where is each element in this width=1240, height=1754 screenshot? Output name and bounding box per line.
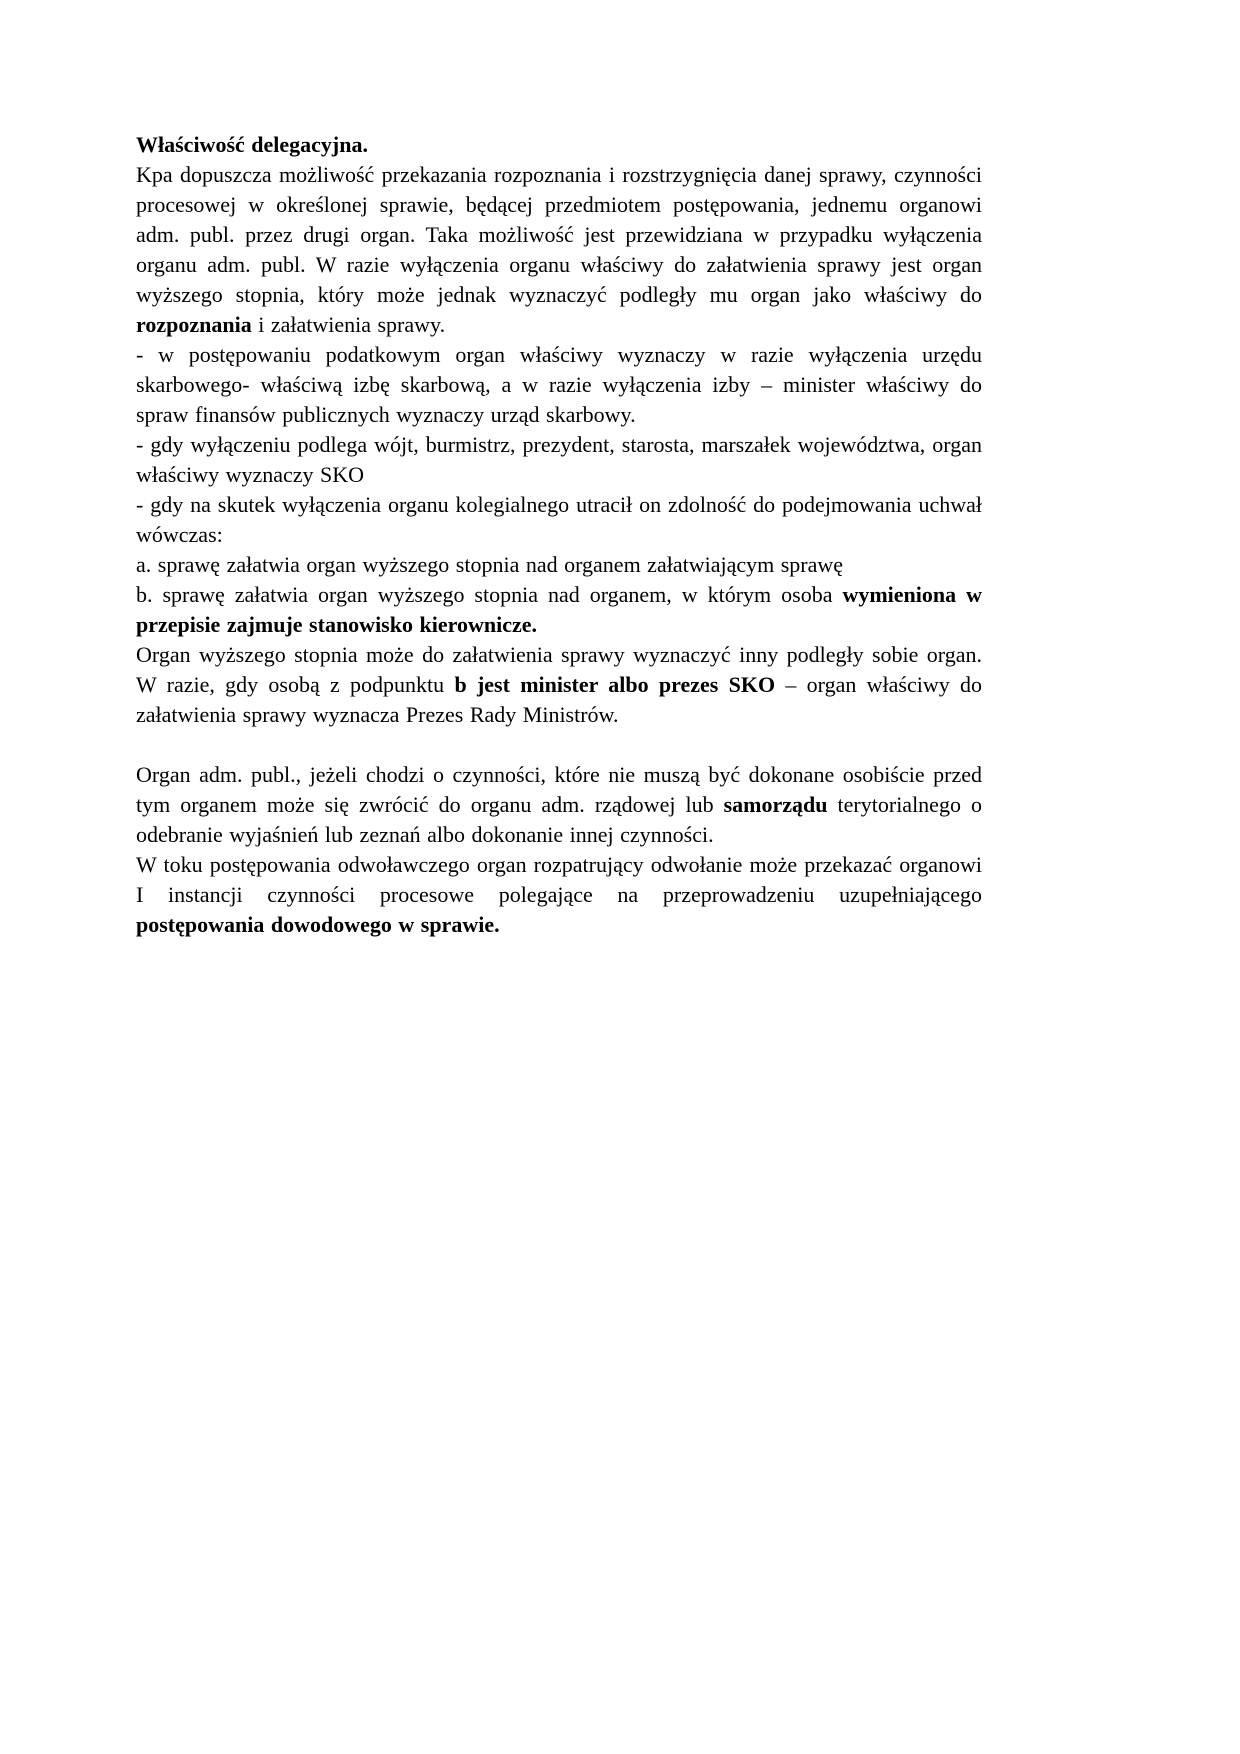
text-run-bold: samorządu xyxy=(723,792,828,817)
paragraph-item-b xyxy=(136,580,982,640)
text-run: Organ wyższego stopnia może do załatwienia sprawy wyznaczyć inny podległy sobie organ. W razie, gdy osobą z podpunktu xyxy=(136,642,982,697)
paragraph-tax-proceedings xyxy=(136,340,982,430)
title-text: Właściwość delegacyjna. xyxy=(136,132,368,157)
text-run: W toku postępowania odwoławczego organ rozpatrujący odwołanie może przekazać organowi I instancji czynności procesowe polegające na przeprowadzeniu uzupełniającego xyxy=(136,852,982,907)
text-run: – organ właściwy do załatwienia sprawy wyznacza Prezes Rady Ministrów. xyxy=(136,672,982,727)
text-run: Kpa dopuszcza możliwość przekazania rozpoznania i rozstrzygnięcia danej sprawy, czynności procesowej w określonej sprawie, będącej przedmiotem postępowania, jednemu organowi adm. publ. przez drugi organ. Taka możliwość jest przewidziana w przypadku wyłączenia organu adm. publ. W razie wyłączenia organu właściwy do załatwienia sprawy jest organ wyższego stopnia, który może jednak wyznaczyć podległy mu organ jako właściwy do xyxy=(136,162,982,307)
paragraph-higher-organ xyxy=(136,640,982,730)
paragraph-appeal-proceedings xyxy=(136,850,982,940)
text-run: - gdy na skutek wyłączenia organu kolegialnego utracił on zdolność do podejmowania uchwał wówczas: xyxy=(136,492,982,547)
paragraph-organ-actions xyxy=(136,760,982,850)
text-run: b. sprawę załatwia organ wyższego stopnia nad organem, w którym osoba xyxy=(136,582,843,607)
paragraph-item-a xyxy=(136,550,982,580)
text-run: - gdy wyłączeniu podlega wójt, burmistrz, prezydent, starosta, marszałek województwa, organ właściwy wyznaczy SKO xyxy=(136,432,982,487)
text-run-bold: postępowania dowodowego w sprawie. xyxy=(136,912,500,937)
text-run: i załatwienia sprawy. xyxy=(251,312,446,337)
paragraph-mayor-exclusion xyxy=(136,430,982,490)
document-title xyxy=(136,130,982,160)
text-run: a. sprawę załatwia organ wyższego stopnia nad organem załatwiającym sprawę xyxy=(136,552,844,577)
text-run: - w postępowaniu podatkowym organ właściwy wyznaczy w razie wyłączenia urzędu skarbowego- właściwą izbę skarbową, a w razie wyłączenia izby – minister właściwy do spraw finansów publicznych wyznaczy urząd skarbowy. xyxy=(136,342,982,427)
text-run-bold: rozpoznania xyxy=(136,312,252,337)
text-run: Organ adm. publ., jeżeli chodzi o czynności, które nie muszą być dokonane osobiście przed tym organem może się zwrócić do organu adm. rządowej lub xyxy=(136,762,982,817)
paragraph-collegial-organ xyxy=(136,490,982,550)
text-run-bold: wymieniona w przepisie zajmuje stanowisko kierownicze. xyxy=(136,582,982,637)
text-run: terytorialnego o odebranie wyjaśnień lub zeznań albo dokonanie innej czynności. xyxy=(136,792,982,847)
paragraph-delegation-intro xyxy=(136,160,982,340)
text-run-bold: b jest minister albo prezes SKO xyxy=(454,672,776,697)
blank-line xyxy=(136,730,982,760)
